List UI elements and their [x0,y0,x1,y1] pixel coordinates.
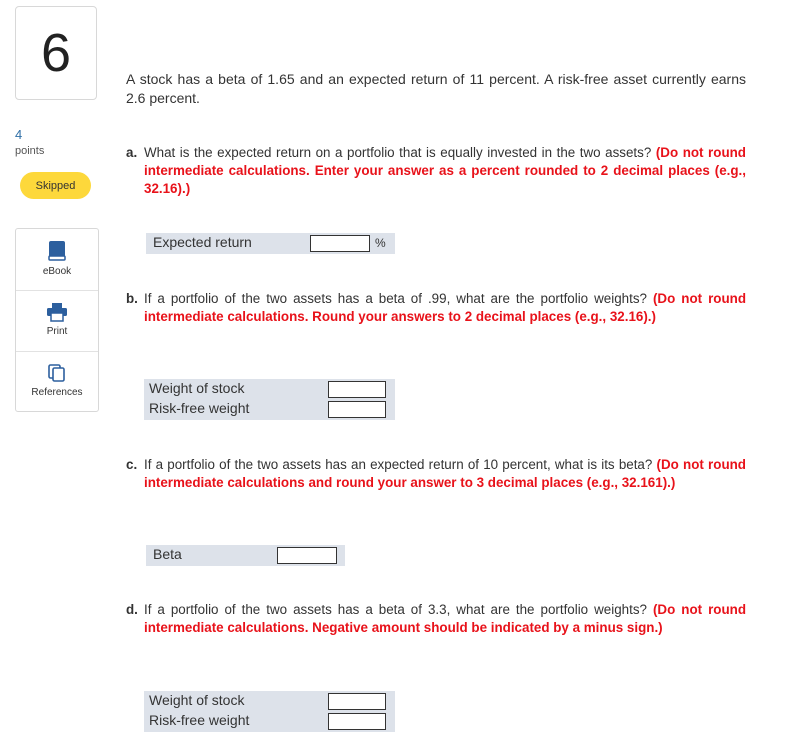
tools-panel [15,228,99,412]
printer-icon [46,302,68,322]
part-c-instruction: (Do not round intermediate calculations and round your answer to 3 decimal places (e.g., 32.161).) [144,457,746,490]
part-d [126,601,746,637]
part-b-question: If a portfolio of the two assets has a beta of .99, what are the portfolio weights? [144,291,647,306]
part-d-letter: d. [126,602,138,617]
part-d-answer-table [144,691,395,732]
weight-of-stock-input[interactable] [328,693,386,710]
part-b-answer-table [144,379,395,420]
percent-unit: % [375,236,386,250]
part-d-question: If a portfolio of the two assets has a beta of 3.3, what are the portfolio weights? [144,602,647,617]
part-c-question: If a portfolio of the two assets has an expected return of 10 percent, what is its beta? [144,457,653,472]
points-value: 4 [15,127,23,142]
points-label: points [15,145,45,157]
part-b-letter: b. [126,291,138,306]
part-a [126,144,746,198]
ebook-button[interactable] [16,229,98,289]
ebook-label: eBook [42,266,72,277]
references-label: References [31,387,83,398]
weight-of-stock-label: Weight of stock [149,692,245,708]
question-number: 6 [15,6,97,100]
part-b [126,290,746,326]
problem-intro: A stock has a beta of 1.65 and an expected return of 11 percent. A risk-free asset currently earns 2.6 percent. [126,71,746,106]
risk-free-weight-input[interactable] [328,713,386,730]
part-a-question: What is the expected return on a portfolio that is equally invested in the two assets? [144,145,652,160]
copy-icon [47,363,67,383]
risk-free-weight-label: Risk-free weight [149,400,250,416]
part-a-instruction: (Do not round intermediate calculations. Enter your answer as a percent rounded to 2 decimal places (e.g., 32.16).) [144,145,746,196]
beta-input[interactable] [277,547,337,564]
weight-of-stock-label: Weight of stock [149,380,245,396]
references-button[interactable] [16,351,98,412]
part-c [126,456,746,492]
part-a-answer-table [146,233,395,254]
part-c-answer-table [146,545,345,566]
print-label: Print [46,326,68,337]
part-c-letter: c. [126,457,138,472]
risk-free-weight-label: Risk-free weight [149,712,250,728]
status-badge: Skipped [20,172,91,199]
book-icon [47,240,67,262]
part-a-letter: a. [126,145,138,160]
part-b-instruction: (Do not round intermediate calculations. Round your answers to 2 decimal places (e.g., 32.16).) [144,291,746,324]
weight-of-stock-input[interactable] [328,381,386,398]
beta-label: Beta [153,546,182,562]
expected-return-input[interactable] [310,235,370,252]
expected-return-label: Expected return [153,234,252,250]
print-button[interactable] [16,290,98,351]
part-d-instruction: (Do not round intermediate calculations. Negative amount should be indicated by a minus sign.) [144,602,746,635]
risk-free-weight-input[interactable] [328,401,386,418]
